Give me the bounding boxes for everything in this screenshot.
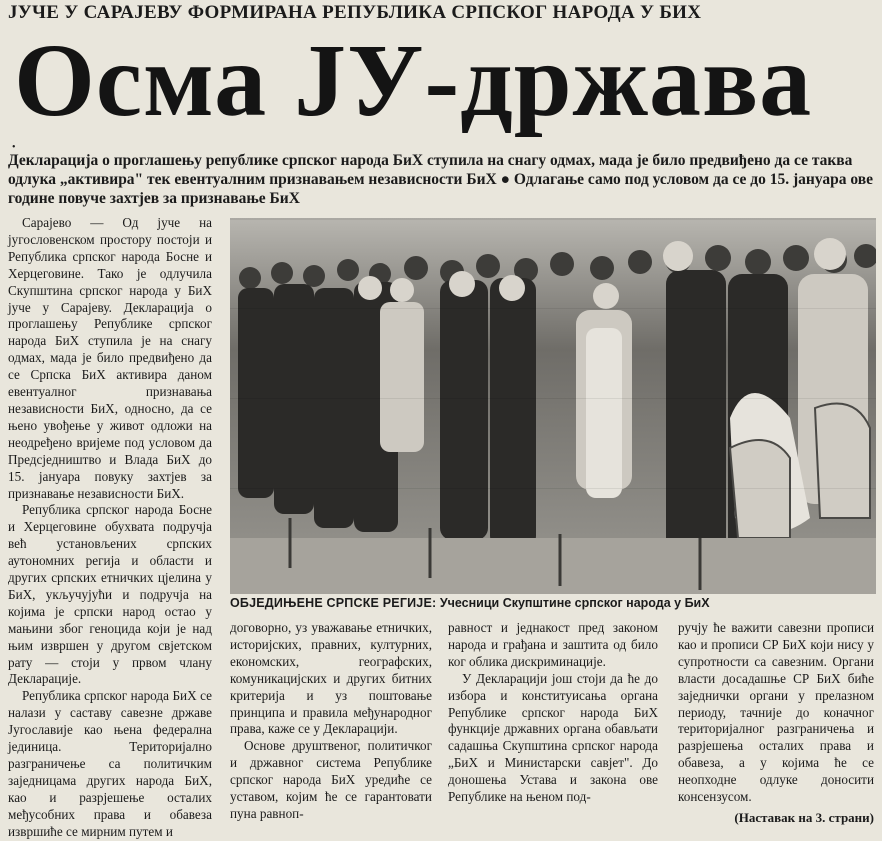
dateline: Сарајево — — [22, 215, 104, 230]
paragraph-6: равност и једнакост пред законом народа и грађана и заштита од било ког облика дискриминације. — [448, 620, 658, 669]
article-column-4 — [678, 620, 874, 827]
assembly-crowd-photo — [230, 218, 876, 594]
paragraph-3: Република српског народа БиХ се налази у саставу савезне државе Југославије као њена федерална јединица. Територијално разграничење са политичким заједницама других народа БиХ, као и разрјешење осталих међусобних права и обавеза извршиће се мирним путем и — [8, 688, 212, 839]
photo-caption — [230, 596, 876, 610]
bullet-icon: • — [12, 142, 16, 153]
continued-note: (Наставак на 3. страни) — [734, 809, 874, 825]
paragraph-5: Основе друштвеног, политичког и државног система Републике српског народа БиХ уредиће се уставом, којим ће се гарантовати пуна равноп- — [230, 738, 432, 821]
photo-caption-text: Учесници Скупштине српског народа у БиХ — [439, 596, 710, 610]
paragraph-1 — [8, 215, 212, 502]
kicker-headline: ЈУЧЕ У САРАЈЕВУ ФОРМИРАНА РЕПУБЛИКА СРПСКОГ НАРОДА У БИХ — [8, 2, 702, 23]
deck-summary: Декларација о проглашењу републике српског народа БиХ ступила на снагу одмах, мада је било предвиђено да се таква одлука „активира" тек евентуалним признавањем независности БиХ ● Одлагање само под условом да се до 15. јануара ове године повуче захтјев за признавање БиХ — [8, 152, 873, 207]
paragraph-2: Република српског народа Босне и Херцеговине обухвата подручја већ установљених српских аутономних регија и области и других српских етничких цјелина у БиХ, укључујући и подручја на којима је српски народ остао у мањини због геноцида који је над њим извршен у другом свјетском рату — стоји у првом члану Декларације. — [8, 502, 212, 687]
article-column-1 — [8, 215, 212, 841]
paragraph-4: договорно, уз уважавање етничких, историјских, правних, културних, економских, географских, комуникацијских и других битних критерија и уз поштовање принципа и правила међународног права, каже се у Декларацији. — [230, 620, 432, 737]
main-headline: Осма ЈУ-држава — [14, 23, 813, 138]
paragraph-7: У Декларацији још стоји да ће до избора и конституисања органа Републике српског народа БиХ функције државних органа обављати садашња Скупштина српског народа „БиХ и Министарски савјет". До доношења Устава и закона ове Републике на њеном под- — [448, 670, 658, 805]
article-column-2 — [230, 620, 432, 823]
paragraph-1-text: Од јуче на југословенском простору постоји и Република српског народа Босне и Херцеговине. Тако је одлучила Скупштина српског народа у БиХ јуче у Сарајеву. Декларација о проглашењу Републике српског народа БиХ ступила је на снагу одмах, мада је било предвиђено да се Српска БиХ активира даном евентуалног признавања независности БиХ, односно, да се њено увођење у живот одложи на неодређено вријеме под условом да Предсједништво и Влада БиХ до 15. јануара повуку захтјев за признавање независности БиХ. — [8, 215, 212, 501]
paragraph-8: ручју ће важити савезни прописи као и прописи СР БиХ који нису у супротности са савезним. Органи власти досадашње СР БиХ биће заједнички органи у прелазном периоду, тачније до коначног територијалног разграничења и разрјешења осталих права и обавеза, а у којима ће се неопходне одлуке доносити консензусом. — [678, 620, 874, 805]
article-column-3 — [448, 620, 658, 806]
photo-caption-lead: ОБЈЕДИЊЕНЕ СРПСКЕ РЕГИЈЕ: — [230, 596, 437, 610]
